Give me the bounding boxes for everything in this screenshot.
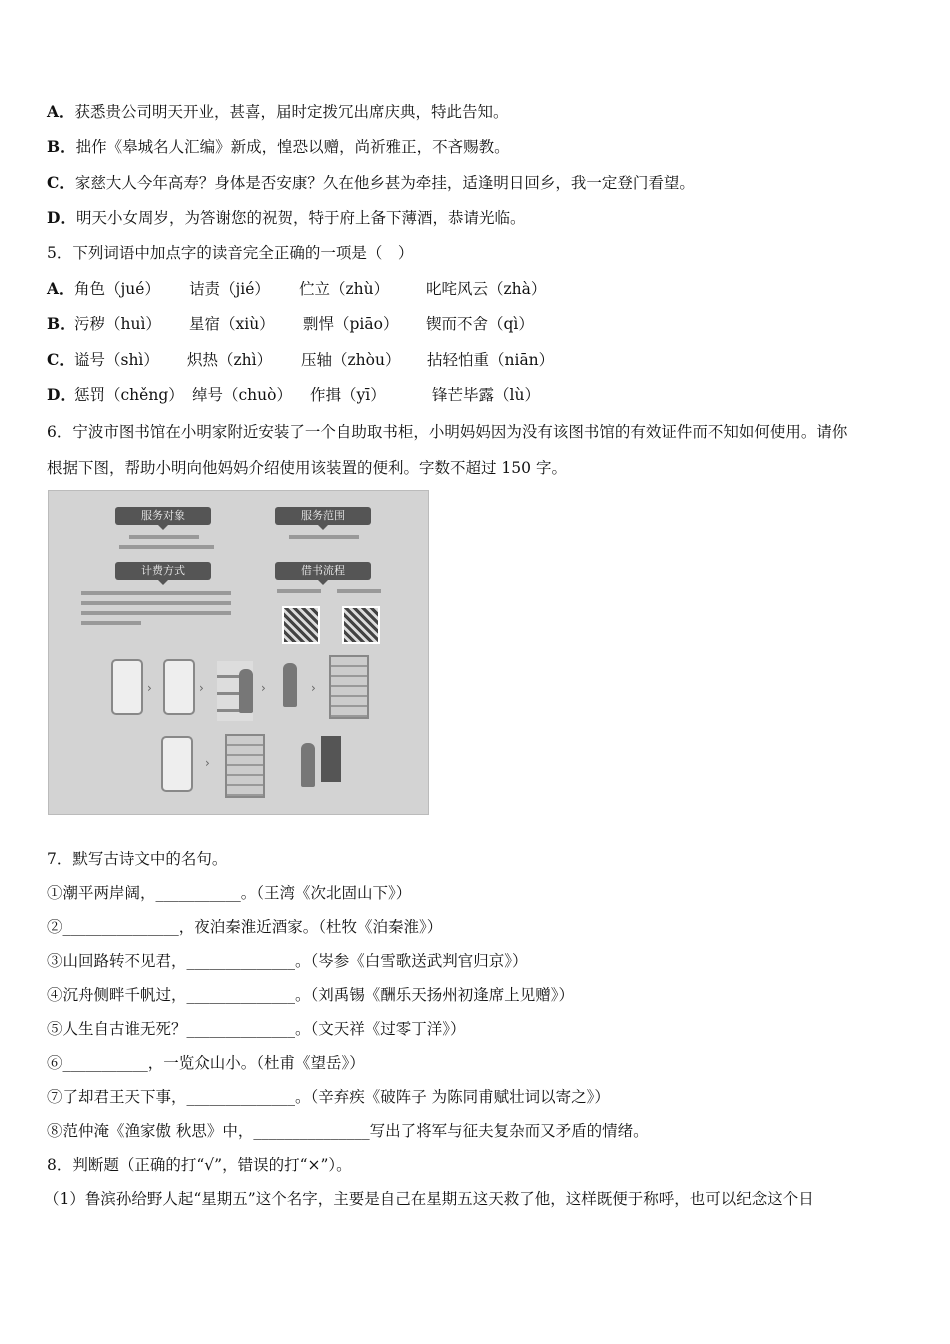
option-label: D． bbox=[47, 208, 76, 227]
word: 星宿（xiù） bbox=[189, 315, 275, 333]
q4-option-b bbox=[47, 137, 510, 157]
blurred-text bbox=[129, 535, 199, 539]
blurred-text bbox=[337, 589, 381, 593]
q7-line-6: ⑥___________，一览众山小。（杜甫《望岳》） bbox=[47, 1054, 365, 1072]
option-text: 家慈大人今年高寿？身体是否安康？久在他乡甚为牵挂，适逢明日回乡，我一定登门看望。 bbox=[74, 174, 695, 192]
q8-stem: 8．判断题（正确的打“√”，错误的打“×”）。 bbox=[47, 1156, 352, 1174]
word: 惩罚（chěng） bbox=[74, 386, 184, 404]
blurred-text bbox=[289, 535, 359, 539]
q4-option-c bbox=[47, 173, 695, 193]
arrow-icon: › bbox=[261, 681, 266, 695]
phone-icon bbox=[163, 659, 195, 715]
arrow-icon: › bbox=[205, 756, 210, 770]
word: 炽热（zhì） bbox=[187, 351, 273, 369]
word: 伫立（zhù） bbox=[299, 280, 390, 298]
qr-code-icon bbox=[342, 606, 380, 644]
word: 谥号（shì） bbox=[74, 351, 159, 369]
q7-line-1: ①潮平两岸阔，___________。（王湾《次北固山下》） bbox=[47, 884, 412, 902]
option-label: B． bbox=[47, 137, 76, 156]
tag-service-area: 服务范围 bbox=[275, 507, 371, 525]
q7-stem: 7．默写古诗文中的名句。 bbox=[47, 850, 228, 868]
option-label: C． bbox=[47, 173, 75, 192]
phone-icon bbox=[161, 736, 193, 792]
person-icon bbox=[301, 743, 315, 787]
arrow-icon: › bbox=[199, 681, 204, 695]
cabinet-icon bbox=[225, 734, 265, 798]
option-label: A． bbox=[47, 102, 75, 121]
tag-service-target: 服务对象 bbox=[115, 507, 211, 525]
q5-stem: 5．下列词语中加点字的读音完全正确的一项是（ ） bbox=[47, 244, 414, 262]
person-icon bbox=[239, 669, 253, 713]
q6-stem-line1: 6．宁波市图书馆在小明家附近安装了一个自助取书柜，小明妈妈因为没有该图书馆的有效证件而不知如何使用。请你 bbox=[47, 423, 848, 441]
word: 叱咤风云（zhà） bbox=[426, 280, 547, 298]
door-icon bbox=[321, 736, 341, 782]
word: 角色（jué） bbox=[74, 280, 160, 298]
q7-line-2: ②_______________，夜泊秦淮近酒家。（杜牧《泊秦淮》） bbox=[47, 918, 443, 936]
word: 剽悍（piāo） bbox=[303, 315, 399, 333]
arrow-icon: › bbox=[147, 681, 152, 695]
word: 锋芒毕露（lù） bbox=[432, 386, 540, 404]
blurred-text bbox=[277, 589, 321, 593]
q7-line-3: ③山回路转不见君，______________。（岑参《白雪歌送武判官归京》） bbox=[47, 952, 528, 970]
word: 压轴（zhòu） bbox=[301, 351, 401, 369]
blurred-text bbox=[81, 611, 231, 615]
blurred-text bbox=[81, 601, 231, 605]
q6-stem-line2: 根据下图，帮助小明向他妈妈介绍使用该装置的便利。字数不超过 150 字。 bbox=[47, 459, 567, 477]
word: 锲而不舍（qì） bbox=[426, 315, 534, 333]
arrow-icon: › bbox=[311, 681, 316, 695]
word: 绰号（chuò） bbox=[192, 386, 292, 404]
option-label: A． bbox=[47, 279, 75, 298]
q7-line-5: ⑤人生自古谁无死？______________。（文天祥《过零丁洋》） bbox=[47, 1020, 466, 1038]
courier-icon bbox=[283, 663, 297, 707]
q8-item-1: （1）鲁滨孙给野人起“星期五”这个名字，主要是自己在星期五这天救了他，这样既便于称呼，也可以纪念这个日 bbox=[44, 1190, 814, 1208]
phone-icon bbox=[111, 659, 143, 715]
word: 拈轻怕重（niān） bbox=[427, 351, 555, 369]
option-label: B． bbox=[47, 314, 76, 333]
q7-line-8: ⑧范仲淹《渔家傲 秋思》中，_______________写出了将军与征夫复杂而又矛盾的情绪。 bbox=[47, 1122, 649, 1140]
option-text: 明天小女周岁，为答谢您的祝贺，特于府上备下薄酒，恭请光临。 bbox=[75, 209, 526, 227]
option-label: D． bbox=[47, 385, 76, 404]
blurred-text bbox=[81, 591, 231, 595]
blurred-text bbox=[81, 621, 141, 625]
tag-billing: 计费方式 bbox=[115, 562, 211, 580]
q7-line-7: ⑦了却君王天下事，______________。（辛弃疾《破阵子 为陈同甫赋壮词以寄之》） bbox=[47, 1088, 610, 1106]
q7-line-4: ④沉舟侧畔千帆过，______________。（刘禹锡《酬乐天扬州初逢席上见赠》） bbox=[47, 986, 575, 1004]
self-service-book-cabinet-figure bbox=[48, 490, 429, 815]
option-text: 拙作《皋城名人汇编》新成，惶恐以赠，尚祈雅正，不吝赐教。 bbox=[75, 138, 510, 156]
cabinet-icon bbox=[329, 655, 369, 719]
tag-borrow-process: 借书流程 bbox=[275, 562, 371, 580]
option-text: 获悉贵公司明天开业，甚喜，届时定拨冗出席庆典，特此告知。 bbox=[74, 103, 509, 121]
word: 诘责（jié） bbox=[189, 280, 270, 298]
q4-option-a bbox=[47, 102, 509, 122]
word: 污秽（huì） bbox=[74, 315, 161, 333]
q4-option-d bbox=[47, 208, 525, 228]
option-label: C． bbox=[47, 350, 75, 369]
qr-code-icon bbox=[282, 606, 320, 644]
blurred-text bbox=[119, 545, 214, 549]
word: 作揖（yī） bbox=[310, 386, 386, 404]
